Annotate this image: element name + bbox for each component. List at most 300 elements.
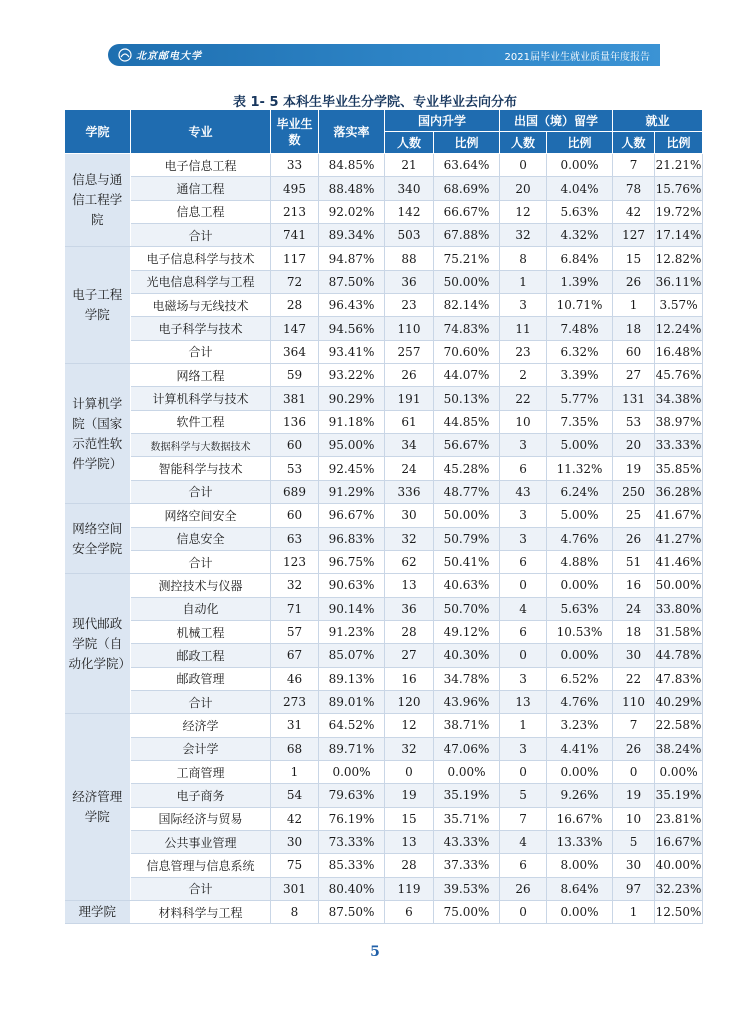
employment-count-cell: 22 <box>613 667 655 690</box>
domestic-count-cell: 32 <box>385 527 434 550</box>
table-row <box>65 457 703 480</box>
header-employment-ratio: 比例 <box>655 132 703 154</box>
major-cell: 合计 <box>131 224 271 247</box>
major-cell: 测控技术与仪器 <box>131 574 271 597</box>
abroad-ratio-cell: 7.48% <box>547 317 613 340</box>
abroad-count-cell: 13 <box>500 690 547 713</box>
domestic-count-cell: 32 <box>385 737 434 760</box>
employment-count-cell: 7 <box>613 154 655 177</box>
rate-cell: 0.00% <box>319 760 385 783</box>
abroad-count-cell: 26 <box>500 877 547 900</box>
employment-count-cell: 127 <box>613 224 655 247</box>
domestic-ratio-cell: 43.33% <box>434 830 500 853</box>
graduates-cell: 42 <box>271 807 319 830</box>
domestic-count-cell: 88 <box>385 247 434 270</box>
employment-count-cell: 30 <box>613 644 655 667</box>
college-cell: 电子工程学院 <box>65 247 131 364</box>
graduates-cell: 67 <box>271 644 319 667</box>
domestic-ratio-cell: 37.33% <box>434 854 500 877</box>
domestic-ratio-cell: 50.00% <box>434 270 500 293</box>
employment-ratio-cell: 21.21% <box>655 154 703 177</box>
abroad-count-cell: 3 <box>500 527 547 550</box>
employment-count-cell: 53 <box>613 410 655 433</box>
major-cell: 经济学 <box>131 714 271 737</box>
abroad-ratio-cell: 5.77% <box>547 387 613 410</box>
employment-count-cell: 16 <box>613 574 655 597</box>
graduates-cell: 301 <box>271 877 319 900</box>
employment-ratio-cell: 44.78% <box>655 644 703 667</box>
employment-ratio-cell: 40.29% <box>655 690 703 713</box>
table-row <box>65 480 703 503</box>
header-employment: 就业 <box>613 110 703 132</box>
employment-ratio-cell: 3.57% <box>655 294 703 317</box>
employment-ratio-cell: 16.67% <box>655 830 703 853</box>
graduates-cell: 54 <box>271 784 319 807</box>
abroad-count-cell: 3 <box>500 737 547 760</box>
major-cell: 电子商务 <box>131 784 271 807</box>
domestic-count-cell: 120 <box>385 690 434 713</box>
abroad-ratio-cell: 13.33% <box>547 830 613 853</box>
abroad-count-cell: 22 <box>500 387 547 410</box>
abroad-ratio-cell: 16.67% <box>547 807 613 830</box>
header-major: 专业 <box>131 110 271 154</box>
domestic-count-cell: 340 <box>385 177 434 200</box>
employment-count-cell: 25 <box>613 504 655 527</box>
abroad-count-cell: 7 <box>500 807 547 830</box>
table-row <box>65 387 703 410</box>
abroad-ratio-cell: 5.00% <box>547 434 613 457</box>
table-row <box>65 527 703 550</box>
rate-cell: 91.29% <box>319 480 385 503</box>
employment-ratio-cell: 47.83% <box>655 667 703 690</box>
domestic-ratio-cell: 63.64% <box>434 154 500 177</box>
domestic-ratio-cell: 44.85% <box>434 410 500 433</box>
table-row <box>65 154 703 177</box>
major-cell: 信息安全 <box>131 527 271 550</box>
domestic-ratio-cell: 75.00% <box>434 901 500 924</box>
employment-ratio-cell: 15.76% <box>655 177 703 200</box>
table-row <box>65 270 703 293</box>
domestic-ratio-cell: 50.70% <box>434 597 500 620</box>
graduates-cell: 8 <box>271 901 319 924</box>
rate-cell: 93.41% <box>319 340 385 363</box>
domestic-count-cell: 19 <box>385 784 434 807</box>
report-header-bar <box>108 44 660 66</box>
abroad-ratio-cell: 6.52% <box>547 667 613 690</box>
abroad-count-cell: 0 <box>500 574 547 597</box>
domestic-count-cell: 6 <box>385 901 434 924</box>
abroad-ratio-cell: 8.00% <box>547 854 613 877</box>
domestic-count-cell: 503 <box>385 224 434 247</box>
abroad-ratio-cell: 3.23% <box>547 714 613 737</box>
major-cell: 合计 <box>131 550 271 573</box>
table-row <box>65 714 703 737</box>
employment-count-cell: 19 <box>613 784 655 807</box>
domestic-ratio-cell: 70.60% <box>434 340 500 363</box>
rate-cell: 90.14% <box>319 597 385 620</box>
major-cell: 材料科学与工程 <box>131 901 271 924</box>
domestic-ratio-cell: 82.14% <box>434 294 500 317</box>
employment-count-cell: 42 <box>613 200 655 223</box>
graduates-cell: 60 <box>271 504 319 527</box>
major-cell: 网络空间安全 <box>131 504 271 527</box>
college-cell: 现代邮政学院（自动化学院） <box>65 574 131 714</box>
abroad-ratio-cell: 4.41% <box>547 737 613 760</box>
graduates-cell: 72 <box>271 270 319 293</box>
rate-cell: 95.00% <box>319 434 385 457</box>
employment-count-cell: 19 <box>613 457 655 480</box>
major-cell: 合计 <box>131 690 271 713</box>
employment-ratio-cell: 41.46% <box>655 550 703 573</box>
domestic-count-cell: 30 <box>385 504 434 527</box>
major-cell: 合计 <box>131 480 271 503</box>
rate-cell: 90.63% <box>319 574 385 597</box>
employment-count-cell: 51 <box>613 550 655 573</box>
major-cell: 电子信息工程 <box>131 154 271 177</box>
domestic-count-cell: 191 <box>385 387 434 410</box>
abroad-ratio-cell: 0.00% <box>547 644 613 667</box>
abroad-ratio-cell: 10.53% <box>547 620 613 643</box>
table-row <box>65 807 703 830</box>
abroad-count-cell: 2 <box>500 364 547 387</box>
domestic-ratio-cell: 66.67% <box>434 200 500 223</box>
employment-ratio-cell: 12.24% <box>655 317 703 340</box>
abroad-ratio-cell: 0.00% <box>547 760 613 783</box>
major-cell: 电子科学与技术 <box>131 317 271 340</box>
domestic-ratio-cell: 68.69% <box>434 177 500 200</box>
table-row <box>65 177 703 200</box>
rate-cell: 90.29% <box>319 387 385 410</box>
graduates-cell: 495 <box>271 177 319 200</box>
table-row <box>65 854 703 877</box>
college-cell: 信息与通信工程学院 <box>65 154 131 247</box>
abroad-count-cell: 4 <box>500 830 547 853</box>
rate-cell: 91.23% <box>319 620 385 643</box>
employment-ratio-cell: 41.67% <box>655 504 703 527</box>
rate-cell: 96.67% <box>319 504 385 527</box>
domestic-count-cell: 110 <box>385 317 434 340</box>
table-row <box>65 620 703 643</box>
abroad-count-cell: 43 <box>500 480 547 503</box>
domestic-ratio-cell: 74.83% <box>434 317 500 340</box>
employment-count-cell: 97 <box>613 877 655 900</box>
employment-ratio-cell: 36.11% <box>655 270 703 293</box>
graduates-cell: 30 <box>271 830 319 853</box>
abroad-ratio-cell: 5.00% <box>547 504 613 527</box>
domestic-count-cell: 13 <box>385 574 434 597</box>
rate-cell: 93.22% <box>319 364 385 387</box>
table-row <box>65 224 703 247</box>
abroad-count-cell: 4 <box>500 597 547 620</box>
header-domestic: 国内升学 <box>385 110 500 132</box>
university-name: 北京邮电大学 <box>136 51 202 62</box>
employment-count-cell: 0 <box>613 760 655 783</box>
employment-ratio-cell: 31.58% <box>655 620 703 643</box>
employment-count-cell: 26 <box>613 270 655 293</box>
graduates-cell: 364 <box>271 340 319 363</box>
employment-ratio-cell: 22.58% <box>655 714 703 737</box>
abroad-count-cell: 3 <box>500 294 547 317</box>
table-body <box>65 154 703 924</box>
table-row <box>65 550 703 573</box>
abroad-ratio-cell: 10.71% <box>547 294 613 317</box>
rate-cell: 84.85% <box>319 154 385 177</box>
abroad-ratio-cell: 6.84% <box>547 247 613 270</box>
rate-cell: 96.43% <box>319 294 385 317</box>
rate-cell: 85.07% <box>319 644 385 667</box>
college-cell: 理学院 <box>65 901 131 924</box>
abroad-ratio-cell: 4.76% <box>547 527 613 550</box>
rate-cell: 79.63% <box>319 784 385 807</box>
university-logo <box>118 47 202 62</box>
graduates-cell: 741 <box>271 224 319 247</box>
graduates-cell: 381 <box>271 387 319 410</box>
major-cell: 信息管理与信息系统 <box>131 854 271 877</box>
rate-cell: 89.34% <box>319 224 385 247</box>
employment-count-cell: 18 <box>613 317 655 340</box>
graduates-cell: 31 <box>271 714 319 737</box>
graduates-cell: 60 <box>271 434 319 457</box>
major-cell: 工商管理 <box>131 760 271 783</box>
major-cell: 国际经济与贸易 <box>131 807 271 830</box>
college-cell: 经济管理学院 <box>65 714 131 901</box>
domestic-ratio-cell: 40.30% <box>434 644 500 667</box>
table-row <box>65 434 703 457</box>
domestic-ratio-cell: 44.07% <box>434 364 500 387</box>
abroad-count-cell: 6 <box>500 620 547 643</box>
domestic-ratio-cell: 48.77% <box>434 480 500 503</box>
abroad-ratio-cell: 4.04% <box>547 177 613 200</box>
graduates-cell: 147 <box>271 317 319 340</box>
major-cell: 会计学 <box>131 737 271 760</box>
abroad-count-cell: 11 <box>500 317 547 340</box>
domestic-count-cell: 36 <box>385 597 434 620</box>
employment-ratio-cell: 16.48% <box>655 340 703 363</box>
employment-count-cell: 110 <box>613 690 655 713</box>
graduates-cell: 32 <box>271 574 319 597</box>
employment-count-cell: 1 <box>613 901 655 924</box>
graduates-cell: 213 <box>271 200 319 223</box>
table-row <box>65 247 703 270</box>
page-number: 5 <box>370 944 380 960</box>
graduates-cell: 689 <box>271 480 319 503</box>
rate-cell: 85.33% <box>319 854 385 877</box>
domestic-ratio-cell: 75.21% <box>434 247 500 270</box>
employment-ratio-cell: 17.14% <box>655 224 703 247</box>
major-cell: 自动化 <box>131 597 271 620</box>
table-row <box>65 294 703 317</box>
rate-cell: 91.18% <box>319 410 385 433</box>
table-row <box>65 597 703 620</box>
abroad-ratio-cell: 4.76% <box>547 690 613 713</box>
employment-ratio-cell: 36.28% <box>655 480 703 503</box>
domestic-count-cell: 62 <box>385 550 434 573</box>
employment-count-cell: 26 <box>613 737 655 760</box>
rate-cell: 87.50% <box>319 270 385 293</box>
header-domestic-ratio: 比例 <box>434 132 500 154</box>
abroad-ratio-cell: 7.35% <box>547 410 613 433</box>
domestic-count-cell: 336 <box>385 480 434 503</box>
graduates-cell: 57 <box>271 620 319 643</box>
rate-cell: 89.71% <box>319 737 385 760</box>
employment-count-cell: 5 <box>613 830 655 853</box>
table-row <box>65 340 703 363</box>
abroad-count-cell: 6 <box>500 854 547 877</box>
domestic-count-cell: 0 <box>385 760 434 783</box>
employment-ratio-cell: 19.72% <box>655 200 703 223</box>
employment-count-cell: 7 <box>613 714 655 737</box>
employment-ratio-cell: 35.19% <box>655 784 703 807</box>
employment-ratio-cell: 50.00% <box>655 574 703 597</box>
major-cell: 信息工程 <box>131 200 271 223</box>
major-cell: 智能科学与技术 <box>131 457 271 480</box>
college-cell: 网络空间安全学院 <box>65 504 131 574</box>
rate-cell: 92.02% <box>319 200 385 223</box>
domestic-ratio-cell: 35.19% <box>434 784 500 807</box>
major-cell: 通信工程 <box>131 177 271 200</box>
major-cell: 合计 <box>131 340 271 363</box>
employment-ratio-cell: 41.27% <box>655 527 703 550</box>
employment-ratio-cell: 38.97% <box>655 410 703 433</box>
abroad-ratio-cell: 9.26% <box>547 784 613 807</box>
table-row <box>65 644 703 667</box>
abroad-count-cell: 12 <box>500 200 547 223</box>
major-cell: 数据科学与大数据技术 <box>131 434 271 457</box>
table-row <box>65 690 703 713</box>
abroad-count-cell: 3 <box>500 434 547 457</box>
rate-cell: 80.40% <box>319 877 385 900</box>
abroad-ratio-cell: 4.88% <box>547 550 613 573</box>
abroad-ratio-cell: 4.32% <box>547 224 613 247</box>
table-row <box>65 737 703 760</box>
employment-count-cell: 27 <box>613 364 655 387</box>
abroad-count-cell: 20 <box>500 177 547 200</box>
graduates-cell: 28 <box>271 294 319 317</box>
rate-cell: 87.50% <box>319 901 385 924</box>
graduates-cell: 63 <box>271 527 319 550</box>
employment-count-cell: 26 <box>613 527 655 550</box>
college-cell: 计算机学院（国家示范性软件学院） <box>65 364 131 504</box>
graduates-cell: 1 <box>271 760 319 783</box>
table-row <box>65 317 703 340</box>
domestic-ratio-cell: 39.53% <box>434 877 500 900</box>
abroad-ratio-cell: 11.32% <box>547 457 613 480</box>
table-row <box>65 901 703 924</box>
employment-ratio-cell: 40.00% <box>655 854 703 877</box>
rate-cell: 64.52% <box>319 714 385 737</box>
employment-count-cell: 18 <box>613 620 655 643</box>
table-row <box>65 784 703 807</box>
employment-ratio-cell: 32.23% <box>655 877 703 900</box>
rate-cell: 76.19% <box>319 807 385 830</box>
abroad-ratio-cell: 6.32% <box>547 340 613 363</box>
domestic-ratio-cell: 35.71% <box>434 807 500 830</box>
domestic-ratio-cell: 49.12% <box>434 620 500 643</box>
employment-ratio-cell: 23.81% <box>655 807 703 830</box>
domestic-ratio-cell: 47.06% <box>434 737 500 760</box>
employment-ratio-cell: 45.76% <box>655 364 703 387</box>
rate-cell: 94.87% <box>319 247 385 270</box>
domestic-count-cell: 36 <box>385 270 434 293</box>
major-cell: 合计 <box>131 877 271 900</box>
employment-ratio-cell: 33.80% <box>655 597 703 620</box>
destination-table <box>64 109 703 924</box>
employment-ratio-cell: 34.38% <box>655 387 703 410</box>
domestic-count-cell: 26 <box>385 364 434 387</box>
table-row <box>65 410 703 433</box>
abroad-count-cell: 3 <box>500 504 547 527</box>
major-cell: 邮政工程 <box>131 644 271 667</box>
domestic-ratio-cell: 38.71% <box>434 714 500 737</box>
abroad-ratio-cell: 1.39% <box>547 270 613 293</box>
major-cell: 电磁场与无线技术 <box>131 294 271 317</box>
domestic-ratio-cell: 50.00% <box>434 504 500 527</box>
domestic-count-cell: 16 <box>385 667 434 690</box>
university-emblem-icon <box>118 48 132 62</box>
graduates-cell: 71 <box>271 597 319 620</box>
domestic-ratio-cell: 67.88% <box>434 224 500 247</box>
employment-count-cell: 24 <box>613 597 655 620</box>
employment-ratio-cell: 12.82% <box>655 247 703 270</box>
domestic-count-cell: 34 <box>385 434 434 457</box>
major-cell: 软件工程 <box>131 410 271 433</box>
header-graduates: 毕业生数 <box>271 110 319 154</box>
rate-cell: 73.33% <box>319 830 385 853</box>
graduates-cell: 273 <box>271 690 319 713</box>
domestic-count-cell: 27 <box>385 644 434 667</box>
graduates-cell: 123 <box>271 550 319 573</box>
domestic-count-cell: 142 <box>385 200 434 223</box>
header-abroad-count: 人数 <box>500 132 547 154</box>
domestic-ratio-cell: 50.79% <box>434 527 500 550</box>
abroad-count-cell: 0 <box>500 644 547 667</box>
domestic-count-cell: 61 <box>385 410 434 433</box>
table-row <box>65 504 703 527</box>
abroad-ratio-cell: 0.00% <box>547 574 613 597</box>
major-cell: 计算机科学与技术 <box>131 387 271 410</box>
graduates-cell: 117 <box>271 247 319 270</box>
employment-count-cell: 30 <box>613 854 655 877</box>
graduates-cell: 46 <box>271 667 319 690</box>
graduates-cell: 136 <box>271 410 319 433</box>
domestic-count-cell: 23 <box>385 294 434 317</box>
rate-cell: 96.83% <box>319 527 385 550</box>
major-cell: 光电信息科学与工程 <box>131 270 271 293</box>
rate-cell: 94.56% <box>319 317 385 340</box>
graduates-cell: 68 <box>271 737 319 760</box>
header-rate: 落实率 <box>319 110 385 154</box>
abroad-ratio-cell: 3.39% <box>547 364 613 387</box>
header-college: 学院 <box>65 110 131 154</box>
table-row <box>65 574 703 597</box>
table-row <box>65 760 703 783</box>
table-row <box>65 830 703 853</box>
employment-count-cell: 10 <box>613 807 655 830</box>
abroad-count-cell: 3 <box>500 667 547 690</box>
major-cell: 邮政管理 <box>131 667 271 690</box>
report-title: 2021届毕业生就业质量年度报告 <box>504 52 650 63</box>
table-title: 表 1- 5 本科生毕业生分学院、专业毕业去向分布 <box>232 95 518 110</box>
domestic-ratio-cell: 0.00% <box>434 760 500 783</box>
domestic-count-cell: 119 <box>385 877 434 900</box>
domestic-ratio-cell: 43.96% <box>434 690 500 713</box>
abroad-count-cell: 10 <box>500 410 547 433</box>
employment-count-cell: 1 <box>613 294 655 317</box>
employment-count-cell: 15 <box>613 247 655 270</box>
employment-count-cell: 20 <box>613 434 655 457</box>
domestic-ratio-cell: 56.67% <box>434 434 500 457</box>
employment-count-cell: 131 <box>613 387 655 410</box>
